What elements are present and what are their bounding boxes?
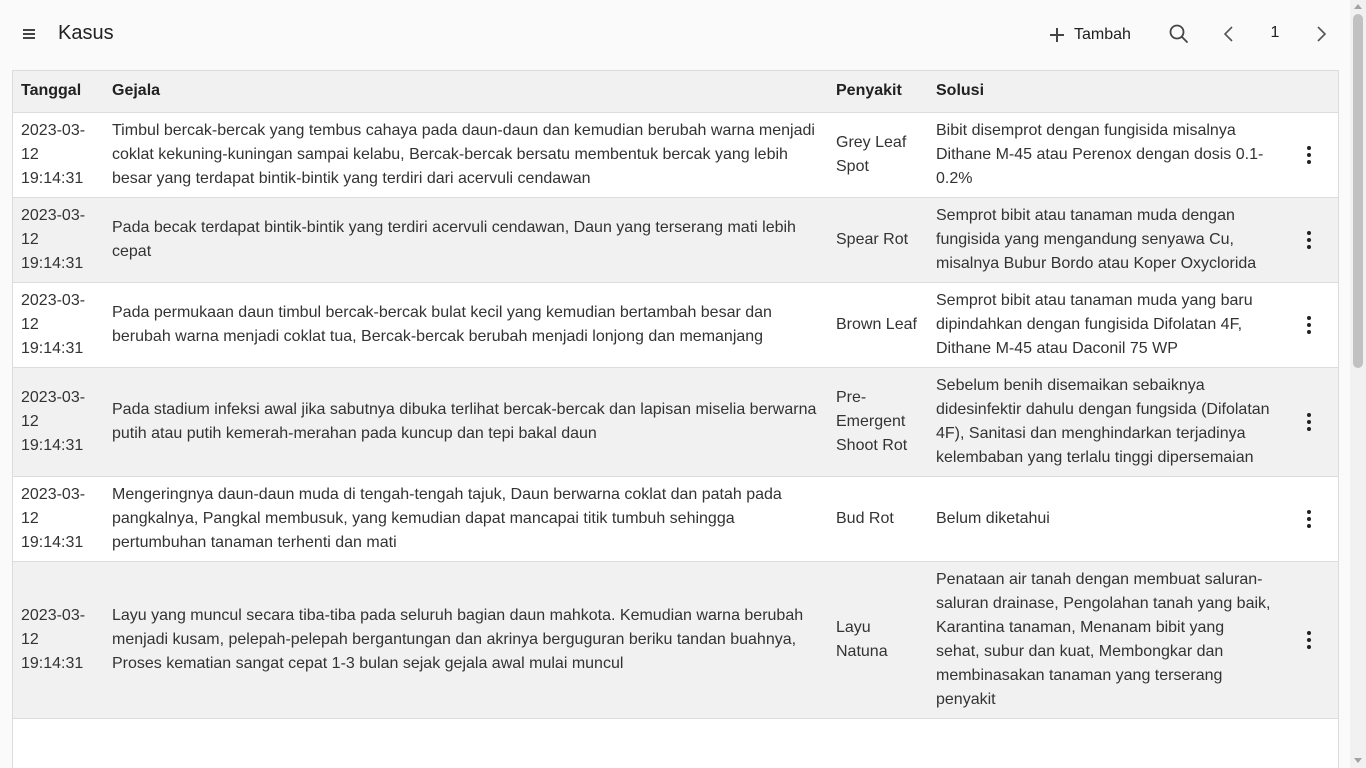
table-row[interactable] <box>13 367 1338 476</box>
cell-tanggal: 2023-03-12 19:14:31 <box>13 197 104 282</box>
cases-table <box>12 70 1339 768</box>
cell-actions <box>1279 112 1338 197</box>
chevron-left-icon[interactable] <box>1217 22 1241 46</box>
more-vert-icon[interactable] <box>1297 628 1321 652</box>
cell-gejala: Pada permukaan daun timbul bercak-bercak bulat kecil yang kemudian bertambah besar dan berubah warna menjadi coklat tua, Bercak-bercak berubah menjadi lonjong dan memanjang <box>104 282 828 367</box>
cell-gejala: Mengeringnya daun-daun muda di tengah-tengah tajuk, Daun berwarna coklat dan patah pada pangkalnya, Pangkal membusuk, yang kemudian dapat mancapai titik tumbuh sehingga pertumbuhan tanaman terhenti dan mati <box>104 476 828 561</box>
page-title: Kasus <box>58 22 114 44</box>
cell-penyakit: Grey Leaf Spot <box>828 112 928 197</box>
cell-tanggal: 2023-03-12 19:14:31 <box>13 112 104 197</box>
cell-gejala: Timbul bercak-bercak yang tembus cahaya pada daun-daun dan kemudian berubah warna menjadi coklat kekuning-kuningan sampai kelabu, Bercak-bercak bersatu membentuk bercak yang lebih besar yang terdapat bintik-bintik yang terdiri dari acervuli cendawan <box>104 112 828 197</box>
search-icon[interactable] <box>1167 22 1191 46</box>
table-row[interactable] <box>13 197 1338 282</box>
cell-solusi: Semprot bibit atau tanaman muda yang baru dipindahkan dengan fungisida Difolatan 4F, Dithane M-45 atau Daconil 75 WP <box>928 282 1279 367</box>
cell-actions <box>1279 561 1338 718</box>
table-header-row <box>13 71 1338 112</box>
cell-solusi: Sebelum benih disemaikan sebaiknya didesinfektir dahulu dengan fungsida (Difolatan 4F), Sanitasi dan menghindarkan terjadinya kelembaban yang terlalu tinggi dipersemaian <box>928 367 1279 476</box>
table-row[interactable] <box>13 112 1338 197</box>
more-vert-icon[interactable] <box>1297 410 1321 434</box>
scroll-down-arrow-icon[interactable] <box>1354 758 1362 763</box>
cell-tanggal: 2023-03-12 19:14:31 <box>13 282 104 367</box>
column-header-solusi[interactable]: Solusi <box>928 71 1279 112</box>
column-header-actions <box>1279 71 1338 112</box>
more-vert-icon[interactable] <box>1297 507 1321 531</box>
cell-gejala: Pada becak terdapat bintik-bintik yang terdiri acervuli cendawan, Daun yang terserang mati lebih cepat <box>104 197 828 282</box>
add-button-label: Tambah <box>1074 26 1131 43</box>
chevron-right-icon[interactable] <box>1309 22 1333 46</box>
more-vert-icon[interactable] <box>1297 313 1321 337</box>
cell-gejala: Layu yang muncul secara tiba-tiba pada seluruh bagian daun mahkota. Kemudian warna berubah menjadi kusam, pelepah-pelepah bergantungan dan akrinya berguguran beriku tandan buahnya, Proses kematian sangat cepat 1-3 bulan sejak gejala awal mulai muncul <box>104 561 828 718</box>
cell-actions <box>1279 476 1338 561</box>
column-header-penyakit[interactable]: Penyakit <box>828 71 928 112</box>
column-header-tanggal[interactable]: Tanggal <box>13 71 104 112</box>
cell-penyakit: Layu Natuna <box>828 561 928 718</box>
cell-actions <box>1279 282 1338 367</box>
plus-icon <box>1050 28 1064 42</box>
top-app-bar <box>0 0 1350 70</box>
cell-solusi: Penataan air tanah dengan membuat saluran-saluran drainase, Pengolahan tanah yang baik, Karantina tanaman, Menanam bibit yang sehat, subur dan kuat, Membongkar dan membinasakan tanaman yang terserang penyakit <box>928 561 1279 718</box>
cell-tanggal: 2023-03-12 19:14:31 <box>13 367 104 476</box>
table-row[interactable] <box>13 561 1338 718</box>
more-vert-icon[interactable] <box>1297 143 1321 167</box>
cell-actions <box>1279 197 1338 282</box>
cell-solusi: Bibit disemprot dengan fungisida misalnya Dithane M-45 atau Perenox dengan dosis 0.1-0.2% <box>928 112 1279 197</box>
cell-tanggal: 2023-03-12 19:14:31 <box>13 561 104 718</box>
page-number: 1 <box>1270 24 1280 41</box>
add-button[interactable] <box>1046 20 1135 50</box>
scrollbar-thumb[interactable] <box>1353 14 1363 368</box>
cell-penyakit: Bud Rot <box>828 476 928 561</box>
scroll-up-arrow-icon[interactable] <box>1354 4 1362 9</box>
table-row[interactable] <box>13 476 1338 561</box>
cell-penyakit: Brown Leaf <box>828 282 928 367</box>
more-vert-icon[interactable] <box>1297 228 1321 252</box>
cell-penyakit: Spear Rot <box>828 197 928 282</box>
cell-actions <box>1279 367 1338 476</box>
cell-solusi: Semprot bibit atau tanaman muda dengan fungisida yang mengandung senyawa Cu, misalnya Bubur Bordo atau Koper Oxyclorida <box>928 197 1279 282</box>
menu-icon[interactable] <box>16 21 42 47</box>
cell-tanggal: 2023-03-12 19:14:31 <box>13 476 104 561</box>
column-header-gejala[interactable]: Gejala <box>104 71 828 112</box>
cell-gejala: Pada stadium infeksi awal jika sabutnya dibuka terlihat bercak-bercak dan lapisan miselia berwarna putih atau putih kemerah-merahan pada kuncup dan tepi bakal daun <box>104 367 828 476</box>
table-row[interactable] <box>13 282 1338 367</box>
cell-solusi: Belum diketahui <box>928 476 1279 561</box>
cell-penyakit: Pre-Emergent Shoot Rot <box>828 367 928 476</box>
